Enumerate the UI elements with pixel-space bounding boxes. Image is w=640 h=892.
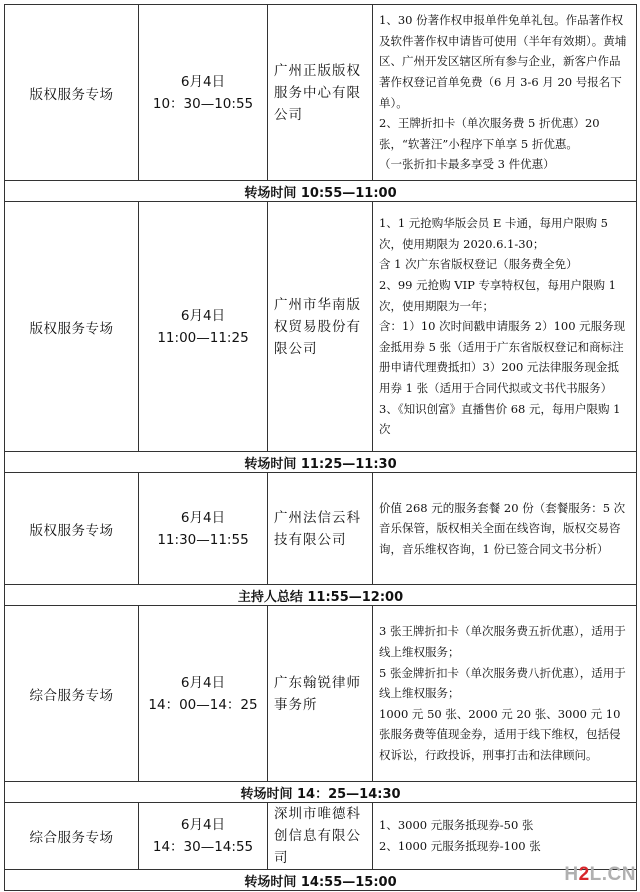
session-time: 14：00—14：25 — [148, 696, 258, 713]
transition-row — [5, 782, 637, 803]
session-organizer: 广州市华南版权贸易股份有限公司 — [268, 202, 373, 452]
transition-row — [5, 181, 637, 202]
offer-line: 3、《知识创富》直播售价 68 元，每用户限购 1 次 — [379, 401, 621, 437]
session-time: 14：30—14:55 — [152, 839, 254, 855]
session-time: 11:00—11:25 — [157, 329, 249, 346]
session-date: 6月4日 — [180, 509, 226, 526]
offer-line: 3 张王牌折扣卡（单次服务费五折优惠），适用于线上维权服务； — [379, 624, 626, 660]
session-datetime — [139, 202, 268, 452]
offer-line: 2、王牌折扣卡（单次服务费 5 折优惠）20 张，“软著汪”小程序下单享 5 折优惠。 — [379, 116, 600, 151]
session-venue: 版权服务专场 — [5, 5, 139, 181]
session-row — [5, 5, 637, 181]
session-offers — [373, 803, 637, 870]
session-row — [5, 202, 637, 452]
offer-line: 1、3000 元服务抵现券-50 张 — [379, 818, 534, 833]
offer-line: 2、1000 元服务抵现券-100 张 — [379, 839, 541, 853]
session-offers — [373, 473, 637, 585]
session-row — [5, 803, 637, 870]
transition-row — [5, 585, 637, 606]
transition-row — [5, 870, 637, 891]
transition-label: 转场时间 14:55—15:00 — [5, 870, 637, 891]
session-venue: 综合服务专场 — [5, 803, 139, 870]
offer-line: 含 1 次广东省版权登记（服务费全免） — [379, 257, 578, 272]
session-organizer: 广州正版版权服务中心有限公司 — [268, 5, 373, 181]
session-date: 6月4日 — [180, 674, 226, 691]
offer-line: 2、99 元抢购 VIP 专享特权包，每用户限购 1 次，使用期限为一年； — [379, 278, 616, 313]
offer-line: 1000 元 50 张、2000 元 20 张、3000 元 10 张服务费等值现金券，适用于线下维权，包括侵权诉讼，行政投诉，刑事打击和法律顾问。 — [379, 706, 621, 762]
session-venue: 版权服务专场 — [5, 473, 139, 585]
offer-line: 1、30 份著作权申报单件免单礼包。作品著作权及软件著作权申请皆可使用（半年有效期）。黄埔区、广州开发区辖区所有参与企业，新客户作品著作权登记首单免费（6 月 3-6 月 20 号报名下单）。 — [379, 13, 627, 110]
session-organizer: 广东翰锐律师事务所 — [268, 606, 373, 782]
session-datetime — [139, 5, 268, 181]
session-time: 10：30—10:55 — [152, 95, 254, 112]
offer-line: 5 张金牌折扣卡（单次服务费八折优惠），适用于线上维权服务； — [379, 665, 626, 701]
transition-label: 转场时间 11:25—11:30 — [5, 452, 637, 473]
session-row — [5, 606, 637, 782]
session-row — [5, 473, 637, 585]
session-venue: 综合服务专场 — [5, 606, 139, 782]
transition-row — [5, 452, 637, 473]
session-date: 6月4日 — [180, 307, 226, 324]
session-organizer: 广州法信云科技有限公司 — [268, 473, 373, 585]
session-date: 6月4日 — [180, 73, 226, 90]
session-time: 11:30—11:55 — [157, 531, 249, 548]
watermark-part-2: 2 — [578, 864, 590, 885]
schedule-body — [5, 5, 637, 891]
transition-label: 转场时间 14：25—14:30 — [5, 782, 637, 803]
session-datetime — [139, 473, 268, 585]
offer-line: 1、1 元抢购华版会员 E 卡通，每用户限购 5 次，使用期限为 2020.6.1-30； — [379, 216, 608, 251]
watermark-part-h: H — [564, 864, 579, 885]
schedule-table — [4, 4, 637, 891]
session-offers — [373, 5, 637, 181]
session-venue: 版权服务专场 — [5, 202, 139, 452]
session-offers — [373, 606, 637, 782]
offer-line: 含：1）10 次时间戳申请服务 2）100 元服务现金抵用券 5 张（适用于广东省版权登记和商标注册申请代理费抵扣）3）200 元法律服务现金抵用券 1 张（适用于合同代拟或文书代书服务） — [379, 319, 626, 395]
transition-label: 转场时间 10:55—11:00 — [5, 181, 637, 202]
session-datetime — [139, 803, 268, 870]
offer-line: 价值 268 元的服务套餐 20 份（套餐服务：5 次音乐保管，版权相关全面在线咨询，版权交易咨询，音乐维权咨询，1 份已签合同文书分析） — [379, 500, 626, 556]
h2l-watermark-logo — [564, 864, 636, 886]
session-date: 6月4日 — [180, 817, 226, 833]
offer-line: （一张折扣卡最多享受 3 件优惠） — [379, 157, 555, 172]
session-organizer: 深圳市唯德科创信息有限公司 — [268, 803, 373, 870]
transition-label: 主持人总结 11:55—12:00 — [5, 585, 637, 606]
session-datetime — [139, 606, 268, 782]
watermark-part-lcn: L.CN — [589, 864, 636, 885]
session-offers — [373, 202, 637, 452]
